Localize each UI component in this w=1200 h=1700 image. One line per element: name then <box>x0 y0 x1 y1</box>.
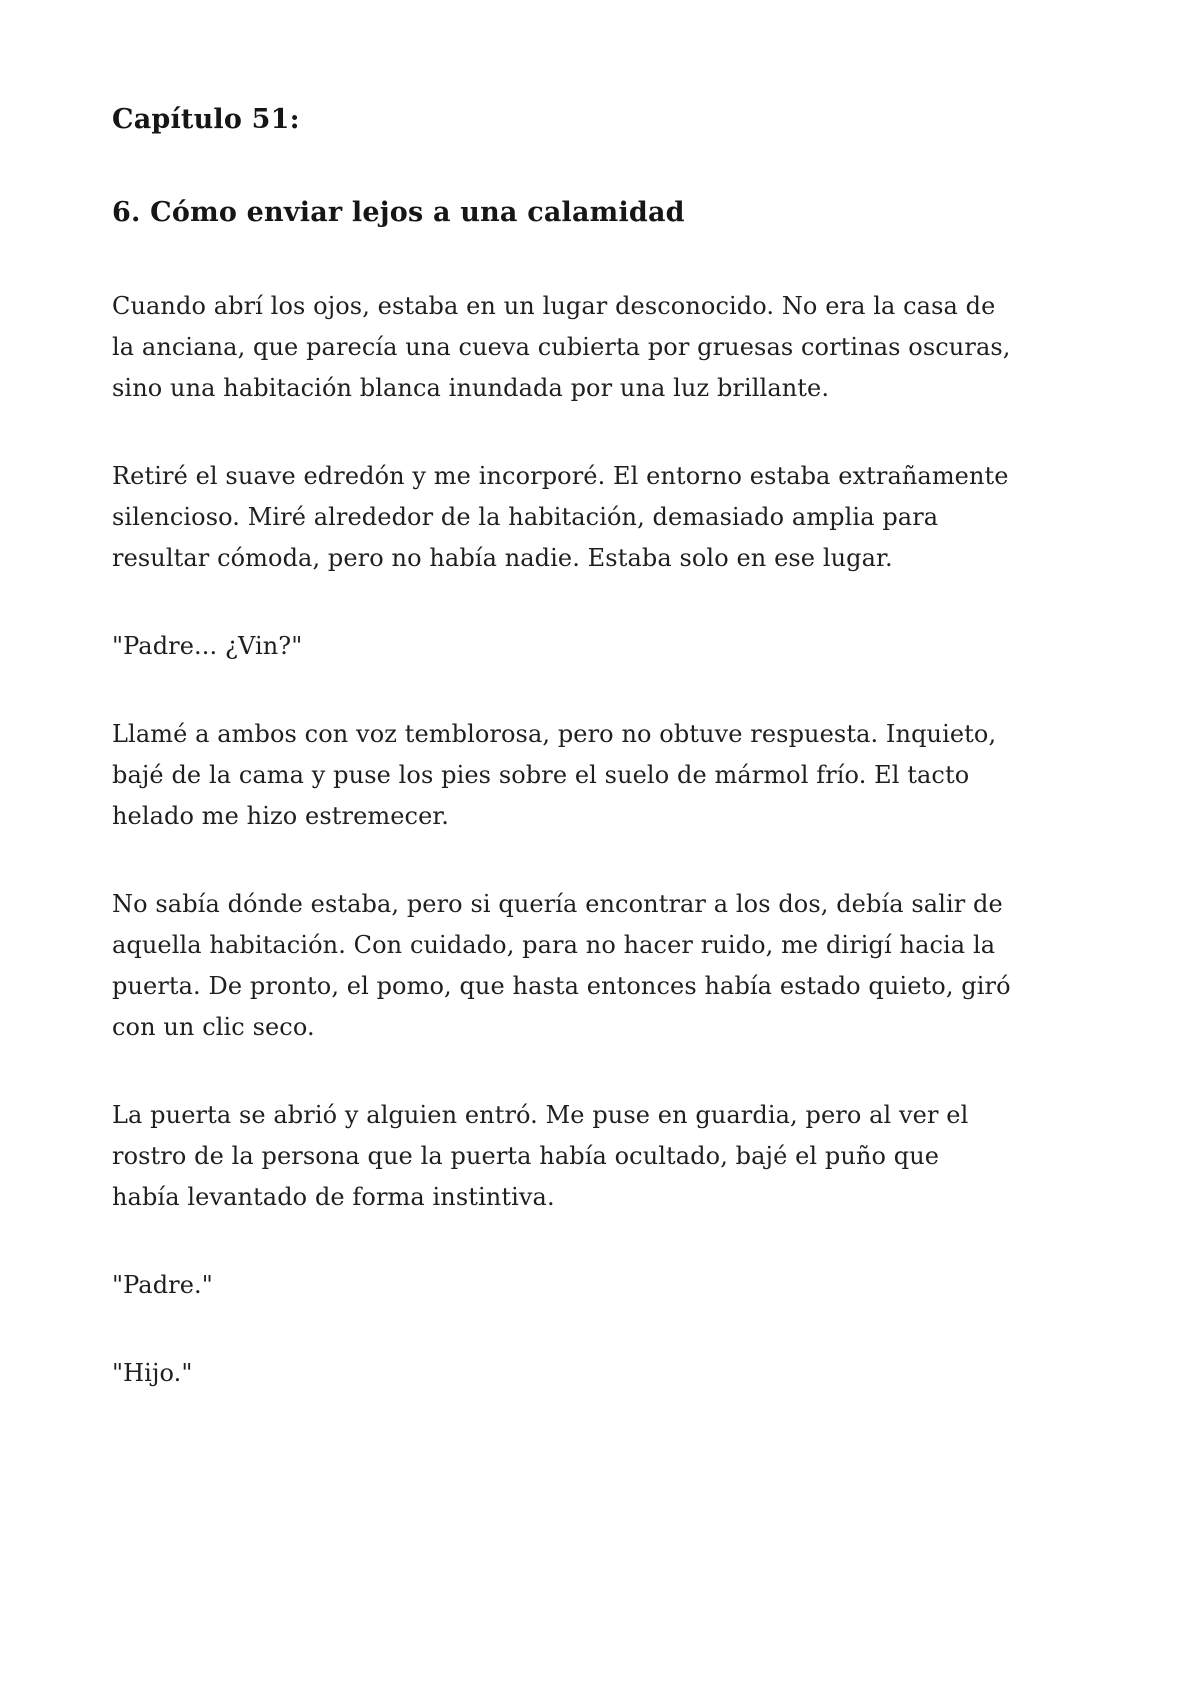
section-heading: 6. Cómo enviar lejos a una calamidad <box>112 197 685 228</box>
paragraph-5: No sabía dónde estaba, pero si quería encontrar a los dos, debía salir de aquella habitación. Con cuidado, para no hacer ruido, me dirigí hacia la puerta. De pronto, el pomo, que hasta entonces había estado quieto, giró con un clic seco. <box>112 890 1011 1041</box>
paragraph-3-dialogue: "Padre... ¿Vin?" <box>112 632 303 660</box>
paragraph-4: Llamé a ambos con voz temblorosa, pero no obtuve respuesta. Inquieto, bajé de la cama y puse los pies sobre el suelo de mármol frío. El tacto helado me hizo estremecer. <box>112 720 997 830</box>
paragraph-6: La puerta se abrió y alguien entró. Me puse en guardia, pero al ver el rostro de la persona que la puerta había ocultado, bajé el puño que había levantado de forma instintiva. <box>112 1101 969 1211</box>
chapter-heading: Capítulo 51: <box>112 104 300 135</box>
paragraph-7-dialogue: "Padre." <box>112 1271 213 1299</box>
paragraph-2: Retiré el suave edredón y me incorporé. El entorno estaba extrañamente silencioso. Miré alrededor de la habitación, demasiado amplia para resultar cómoda, pero no había nadie. Estaba solo en ese lugar. <box>112 462 1009 572</box>
paragraph-8-dialogue: "Hijo." <box>112 1359 193 1387</box>
paragraph-1: Cuando abrí los ojos, estaba en un lugar desconocido. No era la casa de la anciana, que parecía una cueva cubierta por gruesas cortinas oscuras, sino una habitación blanca inundada por una luz brillante. <box>112 292 1011 402</box>
